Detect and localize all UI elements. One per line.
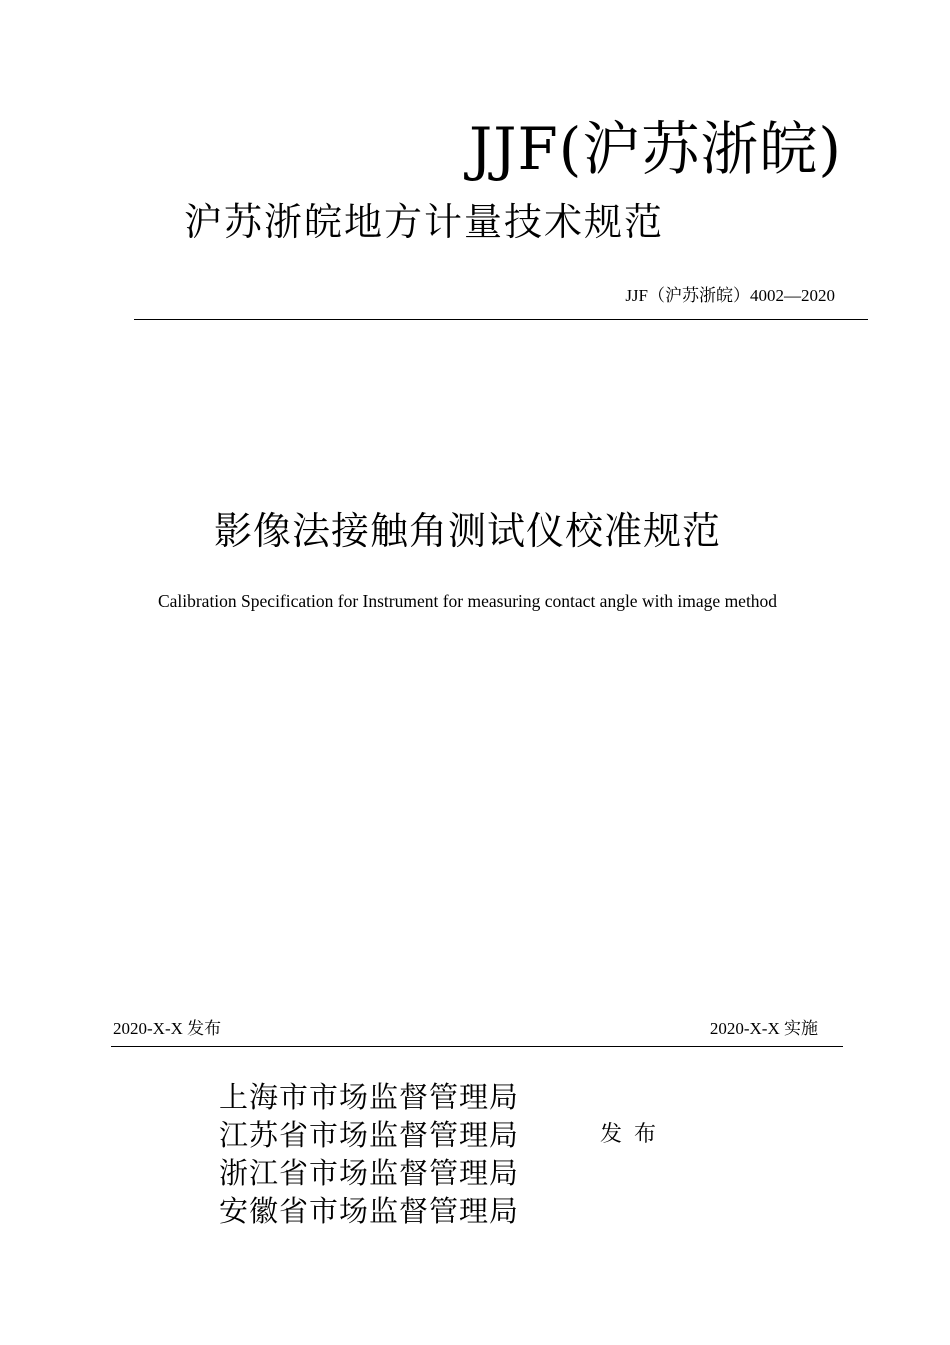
issuer-jiangsu: 江苏省市场监督管理局: [219, 1118, 520, 1152]
issuer-zhejiang: 浙江省市场监督管理局: [219, 1156, 520, 1190]
issue-label: 发布: [600, 1122, 669, 1147]
standard-number: JJF（沪苏浙皖）4002—2020: [625, 286, 835, 305]
document-title-chinese: 影像法接触角测试仪校准规范: [213, 509, 721, 553]
issuing-authorities: [219, 1078, 519, 1230]
issuer-anhui: 安徽省市场监督管理局: [219, 1194, 520, 1228]
specification-series-title: 沪苏浙皖地方计量技术规范: [184, 200, 665, 244]
standard-code-heading: JJF(沪苏浙皖): [468, 115, 842, 183]
bottom-divider: [111, 1046, 843, 1047]
implementation-date: 2020-X-X 实施: [709, 1019, 818, 1038]
document-title-english: Calibration Specification for Instrument for measuring contact angle with image method: [157, 591, 778, 611]
issuer-shanghai: 上海市市场监督管理局: [219, 1080, 520, 1114]
top-divider: [134, 319, 868, 320]
issue-date: 2020-X-X 发布: [113, 1019, 222, 1038]
